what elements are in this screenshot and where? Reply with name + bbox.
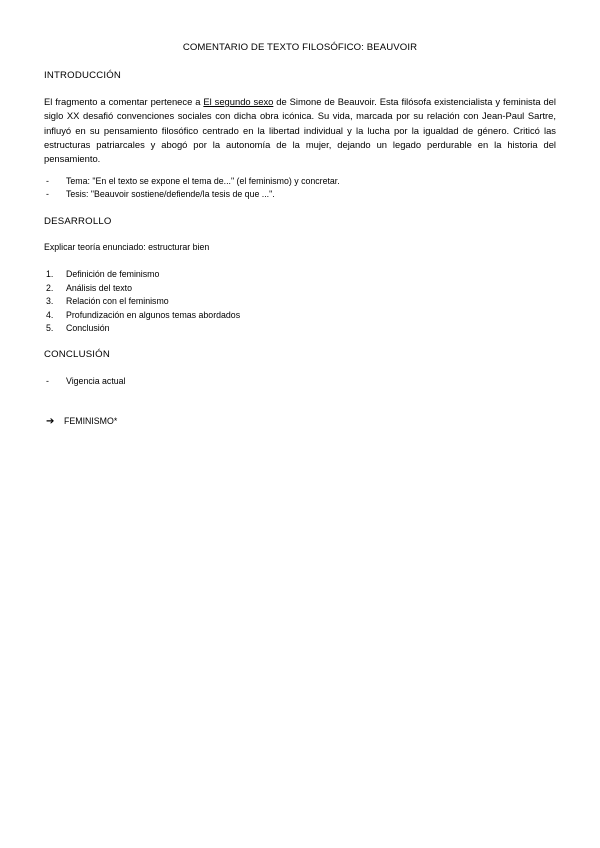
bullet-text-tema: Tema: "En el texto se expone el tema de..." (el feminismo) y concretar.: [66, 176, 340, 186]
heading-conclusion: CONCLUSIÓN: [44, 349, 110, 360]
intro-paragraph-rest: de Simone de Beauvoir. Esta filósofa existencialista y feminista del siglo XX desafió convenciones sociales con dicha obra icónica. Su vida, marcada por su relación con Jean-Paul Sartre, influyó en su pensamiento filosófico centrado en la libertad individual y la lucha por la igualdad de género. Criticó las estructuras patriarcales y abogó por la autonomía de la mujer, dejando un legado perdurable en la historia del pensamiento.: [44, 96, 556, 165]
heading-desarrollo: DESARROLLO: [44, 216, 112, 227]
list-item: [44, 309, 240, 323]
list-item: [44, 282, 240, 296]
item-text: Análisis del texto: [66, 282, 133, 293]
item-text: Relación con el feminismo: [66, 296, 169, 306]
conclusion-bullet-list: [44, 375, 126, 388]
bullet-dash: -: [46, 188, 49, 199]
book-title: El segundo sexo: [203, 96, 274, 107]
item-text: Definición de feminismo: [66, 269, 160, 279]
document-title: COMENTARIO DE TEXTO FILOSÓFICO: BEAUVOIR: [182, 42, 418, 53]
item-number: 5.: [46, 323, 54, 333]
bullet-text-tesis: Tesis: "Beauvoir sostiene/defiende/la tesis de que ...".: [66, 188, 275, 199]
arrow-note: [46, 416, 117, 427]
intro-bullet-list: [44, 175, 340, 200]
item-number: 1.: [46, 269, 54, 279]
intro-paragraph: [44, 95, 556, 166]
list-item: [44, 322, 240, 336]
item-number: 2.: [46, 282, 54, 293]
item-text: Profundización en algunos temas abordados: [66, 309, 241, 320]
bullet-dash: -: [46, 376, 49, 386]
list-item: [44, 375, 126, 388]
desarrollo-numbered-list: [44, 268, 240, 336]
bullet-dash: -: [46, 176, 49, 186]
list-item: [44, 268, 240, 282]
list-item: [44, 295, 240, 309]
item-number: 3.: [46, 296, 54, 306]
intro-paragraph-start: El fragmento a comentar pertenece a: [44, 96, 204, 107]
list-item: [44, 188, 340, 201]
bullet-text-vigencia: Vigencia actual: [66, 376, 126, 386]
arrow-note-text: FEMINISMO*: [64, 416, 118, 426]
right-arrow-icon: ➔: [46, 416, 55, 427]
item-number: 4.: [46, 309, 54, 320]
list-item: [44, 175, 340, 188]
item-text: Conclusión: [66, 323, 110, 333]
desarrollo-subtitle: Explicar teoría enunciado: estructurar bien: [44, 242, 210, 252]
heading-introduccion: INTRODUCCIÓN: [44, 70, 122, 81]
